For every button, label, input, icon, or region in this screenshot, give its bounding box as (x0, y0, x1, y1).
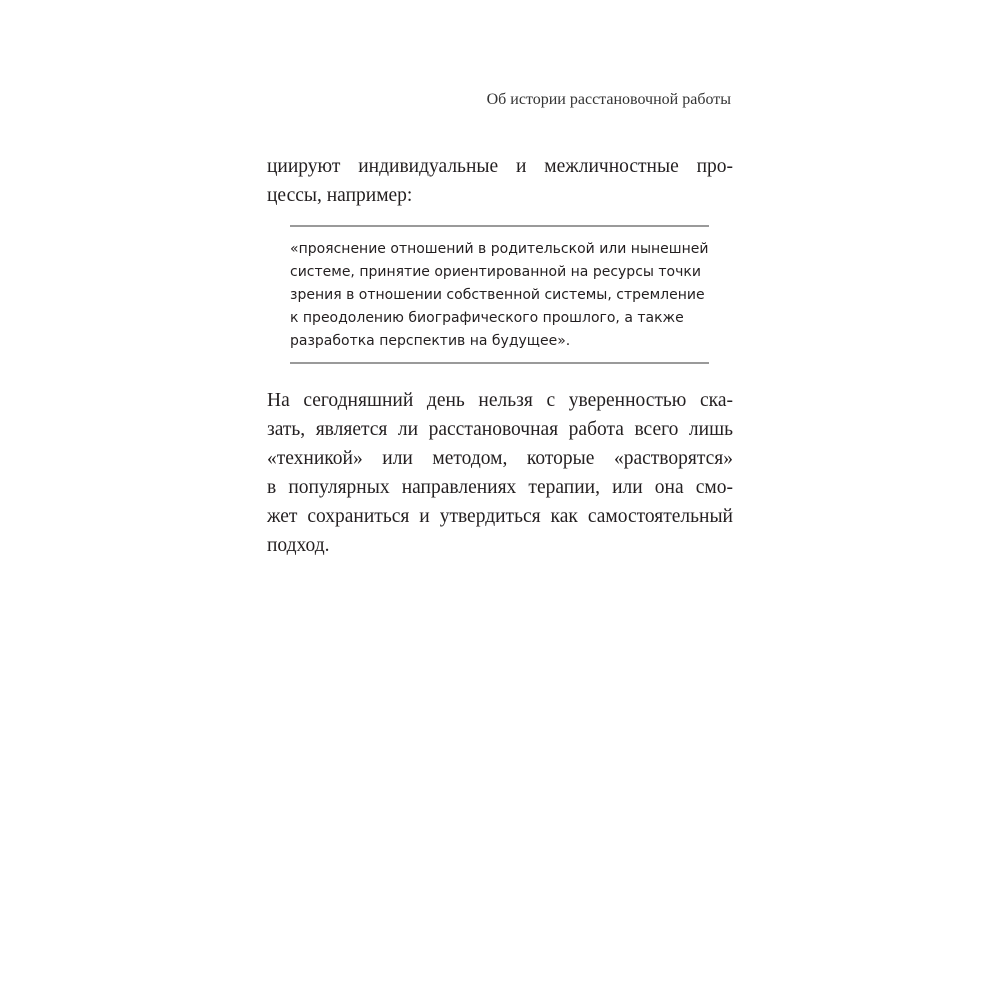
paragraph-line: зать, является ли расстановочная работа всего лишь (267, 419, 733, 440)
paragraph-line: цессы, например: (267, 185, 413, 206)
paragraph-line: «техникой» или методом, которые «растворятся» (267, 448, 733, 469)
quote-line: системе, принятие ориентированной на ресурсы точки (290, 264, 701, 280)
quote-top-rule (290, 225, 709, 227)
paragraph-line: жет сохраниться и утвердиться как самостоятельный (267, 506, 733, 527)
quote-line: «прояснение отношений в родительской или нынешней (290, 241, 709, 257)
quote-line: к преодолению биографического прошлого, а также (290, 310, 684, 326)
quote-line: зрения в отношении собственной системы, стремление (290, 287, 705, 303)
paragraph-line: в популярных направлениях терапии, или она смо- (267, 477, 733, 498)
quote-bottom-rule (290, 362, 709, 364)
paragraph-line: подход. (267, 535, 330, 556)
quote-line: разработка перспектив на будущее». (290, 333, 571, 349)
paragraph-line: циируют индивидуальные и межличностные про- (267, 156, 733, 177)
paragraph-line: На сегодняшний день нельзя с уверенностью ска- (267, 390, 733, 411)
running-header: Об истории расстановочной работы (486, 91, 731, 108)
